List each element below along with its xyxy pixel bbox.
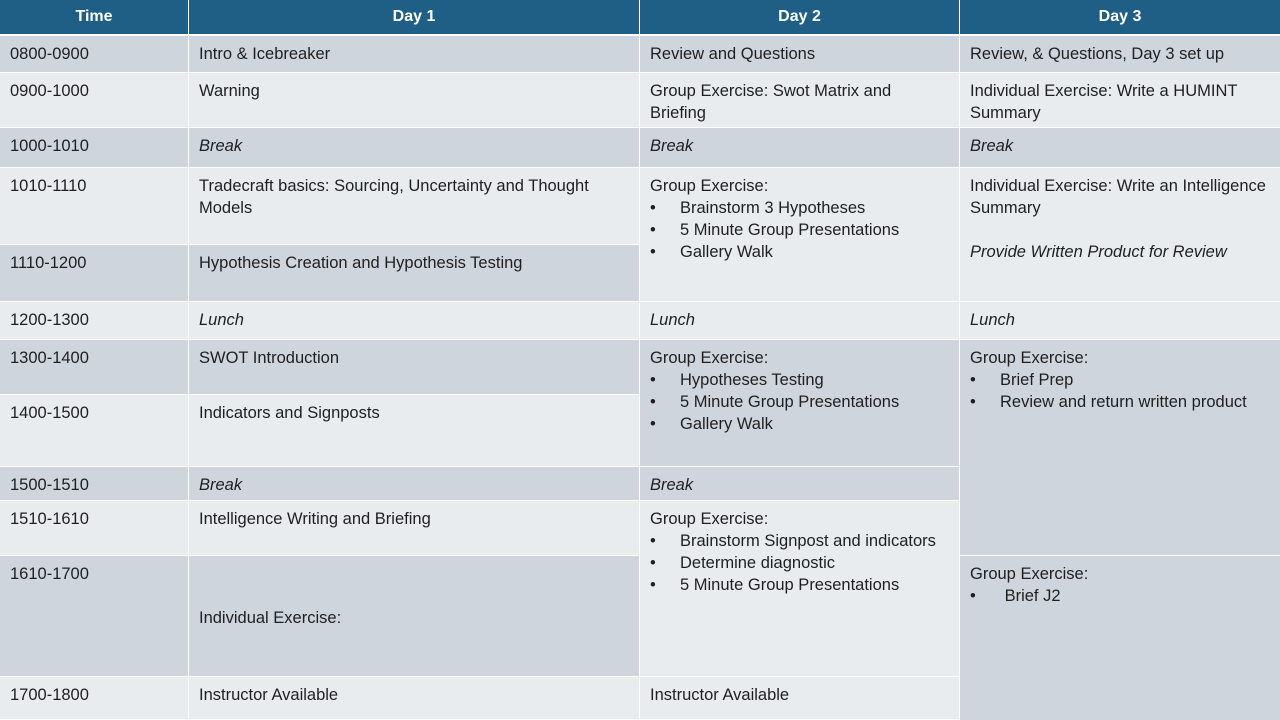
bullet-list (650, 530, 949, 596)
bullet-list (970, 369, 1270, 413)
day1-session: Instructor Available (189, 677, 640, 720)
day2-session: Review and Questions (640, 36, 960, 73)
bullet-item: • Gallery Walk (650, 241, 949, 263)
exercise-title: Group Exercise: (970, 349, 1089, 367)
bullet-list (650, 197, 949, 263)
day3-session: Review, & Questions, Day 3 set up (960, 36, 1280, 73)
bullet-item: • Hypotheses Testing (650, 369, 949, 391)
day2-session: Instructor Available (640, 677, 960, 720)
exercise-note: Provide Written Product for Review (970, 243, 1227, 261)
day3-break: Break (960, 128, 1280, 168)
day1-session: Indicators and Signposts (189, 395, 640, 467)
day1-individual-exercise (189, 556, 640, 677)
exercise-title: Group Exercise: (970, 565, 1089, 583)
time-cell: 1300-1400 (0, 340, 189, 395)
day3-individual-exercise (960, 168, 1280, 302)
bullet-item: • Brief Prep (970, 369, 1270, 391)
bullet-item: • 5 Minute Group Presentations (650, 574, 949, 596)
header-day1: Day 1 (189, 0, 640, 36)
time-cell: 1610-1700 (0, 556, 189, 677)
day1-break: Break (189, 128, 640, 168)
header-day3: Day 3 (960, 0, 1280, 36)
day3-session: Individual Exercise: Write a HUMINT Summary (960, 73, 1280, 128)
time-cell: 1400-1500 (0, 395, 189, 467)
bullet-list (650, 369, 949, 435)
time-cell: 1700-1800 (0, 677, 189, 720)
day1-break: Break (189, 467, 640, 501)
day2-break: Break (640, 467, 960, 501)
time-cell: 1500-1510 (0, 467, 189, 501)
time-cell: 1000-1010 (0, 128, 189, 168)
day3-group-exercise (960, 340, 1280, 556)
bullet-list (970, 585, 1270, 607)
day1-session: Tradecraft basics: Sourcing, Uncertainty and Thought Models (189, 168, 640, 245)
day1-session: Intro & Icebreaker (189, 36, 640, 73)
day2-group-exercise (640, 168, 960, 302)
header-time: Time (0, 0, 189, 36)
header-day2: Day 2 (640, 0, 960, 36)
day2-session: Group Exercise: Swot Matrix and Briefing (640, 73, 960, 128)
day1-session: Hypothesis Creation and Hypothesis Testing (189, 245, 640, 302)
day3-group-exercise (960, 556, 1280, 720)
exercise-title: Group Exercise: (650, 510, 769, 528)
time-cell: 0900-1000 (0, 73, 189, 128)
bullet-item: • Gallery Walk (650, 413, 949, 435)
bullet-item: • Brainstorm 3 Hypotheses (650, 197, 949, 219)
exercise-title: Individual Exercise: (199, 609, 342, 627)
day2-group-exercise (640, 340, 960, 467)
bullet-item: • Review and return written product (970, 391, 1270, 413)
time-cell: 1200-1300 (0, 302, 189, 340)
day2-group-exercise (640, 501, 960, 677)
exercise-title: Group Exercise: (650, 349, 769, 367)
day1-session: Warning (189, 73, 640, 128)
time-cell: 1010-1110 (0, 168, 189, 245)
day2-break: Break (640, 128, 960, 168)
day1-session: SWOT Introduction (189, 340, 640, 395)
exercise-title: Group Exercise: (650, 177, 769, 195)
bullet-item: • Determine diagnostic (650, 552, 949, 574)
exercise-title: Individual Exercise: Write an Intelligence Summary (970, 177, 1266, 217)
time-cell: 1510-1610 (0, 501, 189, 556)
bullet-item: • 5 Minute Group Presentations (650, 391, 949, 413)
day2-lunch: Lunch (640, 302, 960, 340)
day3-lunch: Lunch (960, 302, 1280, 340)
bullet-item: • Brainstorm Signpost and indicators (650, 530, 949, 552)
time-cell: 1110-1200 (0, 245, 189, 302)
day1-session: Intelligence Writing and Briefing (189, 501, 640, 556)
time-cell: 0800-0900 (0, 36, 189, 73)
bullet-item: • 5 Minute Group Presentations (650, 219, 949, 241)
day1-lunch: Lunch (189, 302, 640, 340)
bullet-item: • Brief J2 (970, 585, 1270, 607)
